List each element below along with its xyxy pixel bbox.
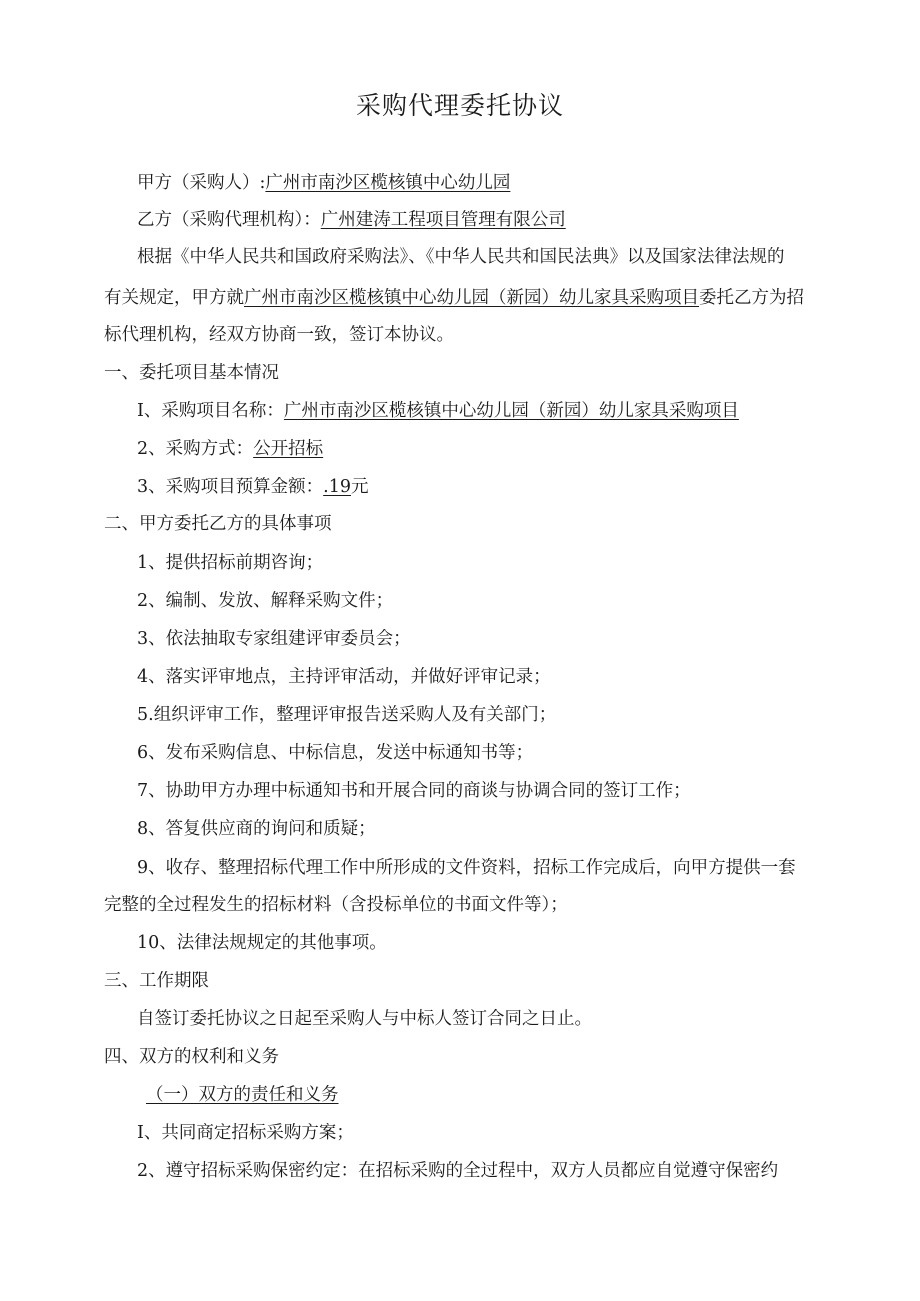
s2-item: 7、协助甲方办理中标通知书和开展合同的商谈与协调合同的签订工作； xyxy=(137,781,691,801)
intro-prefix: 有关规定，甲方就 xyxy=(104,288,244,308)
s4-subheading-text: （一）双方的责任和义务 xyxy=(146,1085,339,1105)
s2-item: 6、发布采购信息、中标信息，发送中标通知书等； xyxy=(137,743,534,763)
intro-line-1: 根据《中华人民共和国政府采购法》、《中华人民共和国民法典》以及国家法律法规的 xyxy=(137,247,785,267)
s4-item-1: I、共同商定招标采购方案； xyxy=(137,1123,354,1143)
s1-item-2-label: 2、采购方式： xyxy=(137,439,254,459)
intro-suffix: 委托乙方为招 xyxy=(699,288,804,308)
section-1-heading: 一、委托项目基本情况 xyxy=(104,363,279,383)
s1-item-3-label: 3、采购项目预算金额： xyxy=(137,477,324,497)
intro-line-3: 标代理机构，经双方协商一致，签订本协议。 xyxy=(104,325,454,345)
s1-item-1-label: I、采购项目名称： xyxy=(137,401,284,421)
s2-item: 2、编制、发放、解释采购文件； xyxy=(137,591,394,611)
party-a-line xyxy=(137,170,877,196)
s1-item-1-value: 广州市南沙区榄核镇中心幼儿园（新园）幼儿家具采购项目 xyxy=(283,401,739,421)
s2-item-9-line-2: 完整的全过程发生的招标材料（含投标单位的书面文件等）； xyxy=(104,895,568,915)
s1-item-3-unit: 元 xyxy=(350,477,369,497)
section-3-heading: 三、工作期限 xyxy=(104,971,209,991)
party-a-label: 甲方（采购人）: xyxy=(137,173,266,193)
s1-item-3-value: .19 xyxy=(323,477,351,497)
s2-item-9-line-1: 9、收存、整理招标代理工作中所形成的文件资料，招标工作完成后，向甲方提供一套 xyxy=(137,858,796,878)
party-a-value: 广州市南沙区榄核镇中心幼儿园 xyxy=(265,173,511,193)
section-2-heading: 二、甲方委托乙方的具体事项 xyxy=(104,514,332,534)
s2-item-10: 10、法律法规规定的其他事项。 xyxy=(137,933,387,953)
intro-project-name: 广州市南沙区榄核镇中心幼儿园（新园）幼儿家具采购项目 xyxy=(244,288,699,308)
s1-item-2 xyxy=(137,436,877,462)
s4-subheading xyxy=(146,1082,886,1108)
s2-item: 3、依法抽取专家组建评审委员会； xyxy=(137,629,411,649)
intro-line-2 xyxy=(104,285,844,311)
s2-item: 1、提供招标前期咨询； xyxy=(137,553,324,573)
s1-item-1 xyxy=(137,398,877,424)
s2-item: 8、答复供应商的询问和质疑； xyxy=(137,819,376,839)
document-title: 采购代理委托协议 xyxy=(355,91,564,120)
s1-item-3 xyxy=(137,474,877,500)
section-4-heading: 四、双方的权利和义务 xyxy=(104,1047,279,1067)
s1-item-2-value: 公开招标 xyxy=(253,439,324,459)
party-b-label: 乙方（采购代理机构）： xyxy=(137,210,321,230)
party-b-line xyxy=(137,207,877,233)
s3-text: 自签订委托协议之日起至采购人与中标人签订合同之日止。 xyxy=(137,1009,592,1029)
s4-item-2: 2、遵守招标采购保密约定：在招标采购的全过程中，双方人员都应自觉遵守保密约 xyxy=(137,1161,779,1181)
party-b-value: 广州建涛工程项目管理有限公司 xyxy=(320,210,566,230)
s2-item: 5.组织评审工作，整理评审报告送采购人及有关部门； xyxy=(137,705,557,725)
s2-item: 4、落实评审地点，主持评审活动，并做好评审记录； xyxy=(137,667,551,687)
